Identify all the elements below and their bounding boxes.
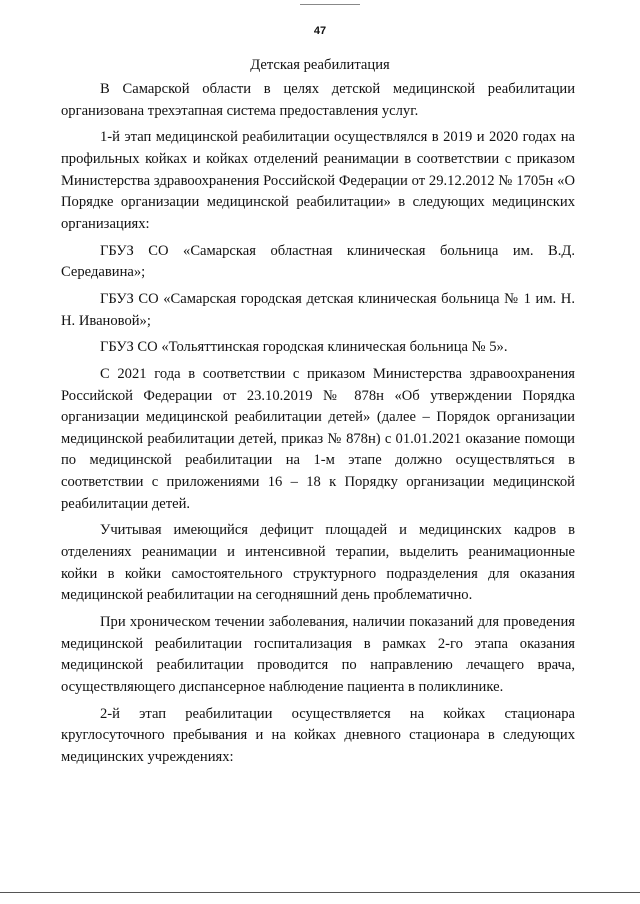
paragraph: 1-й этап медицинской реабилитации осуществлялся в 2019 и 2020 годах на профильных койках и койках отделений реанимации в соответствии с приказом Министерства здравоохранения Российской Федерации от 29.12.2012 № 1705н «О Порядке организации медицинской реабилитации» в следующих медицинских организациях: bbox=[61, 129, 575, 232]
paragraph: С 2021 года в соответствии с приказом Министерства здравоохранения Российской Федерации от 23.10.2019 № 878н «Об утверждении Порядка организации медицинской реабилитации детей» (далее – Порядок организации медицинской реабилитации детей, приказ № 878н) с 01.01.2021 оказание помощи по медицинской реабилитации на 1-м этапе должно осуществляться в соответствии с приложениями 16 – 18 к Порядку организации медицинской реабилитации детей. bbox=[61, 366, 575, 512]
paragraph: ГБУЗ СО «Тольяттинская городская клиническая больница № 5». bbox=[100, 339, 508, 356]
document-body bbox=[61, 79, 575, 774]
paragraph: ГБУЗ СО «Самарская городская детская клиническая больница № 1 им. Н. Н. Ивановой»; bbox=[61, 290, 575, 329]
section-heading: Детская реабилитация bbox=[250, 57, 390, 73]
paragraph: Учитывая имеющийся дефицит площадей и медицинских кадров в отделениях реанимации и интенсивной терапии, выделить реанимационные койки в койки самостоятельного структурного подразделения для оказания медицинской реабилитации на сегодняшний день проблематично. bbox=[61, 522, 575, 604]
paragraph: В Самарской области в целях детской медицинской реабилитации организована трехэтапная система предоставления услуг. bbox=[61, 81, 575, 119]
scan-edge-mark bbox=[0, 892, 640, 893]
scan-edge-mark bbox=[300, 4, 360, 5]
page-number: 47 bbox=[313, 25, 327, 37]
paragraph: 2-й этап реабилитации осуществляется на койках стационара круглосуточного пребывания и на койках дневного стационара в следующих медицинских учреждениях: bbox=[61, 705, 575, 765]
paragraph: ГБУЗ СО «Самарская областная клиническая больница им. В.Д. Середавина»; bbox=[61, 242, 575, 281]
paragraph: При хроническом течении заболевания, наличии показаний для проведения медицинской реабилитации госпитализация в рамках 2-го этапа оказания медицинской реабилитации проводится по направлению лечащего врача, осуществляющего диспансерное наблюдение пациента в поликлинике. bbox=[61, 613, 575, 695]
